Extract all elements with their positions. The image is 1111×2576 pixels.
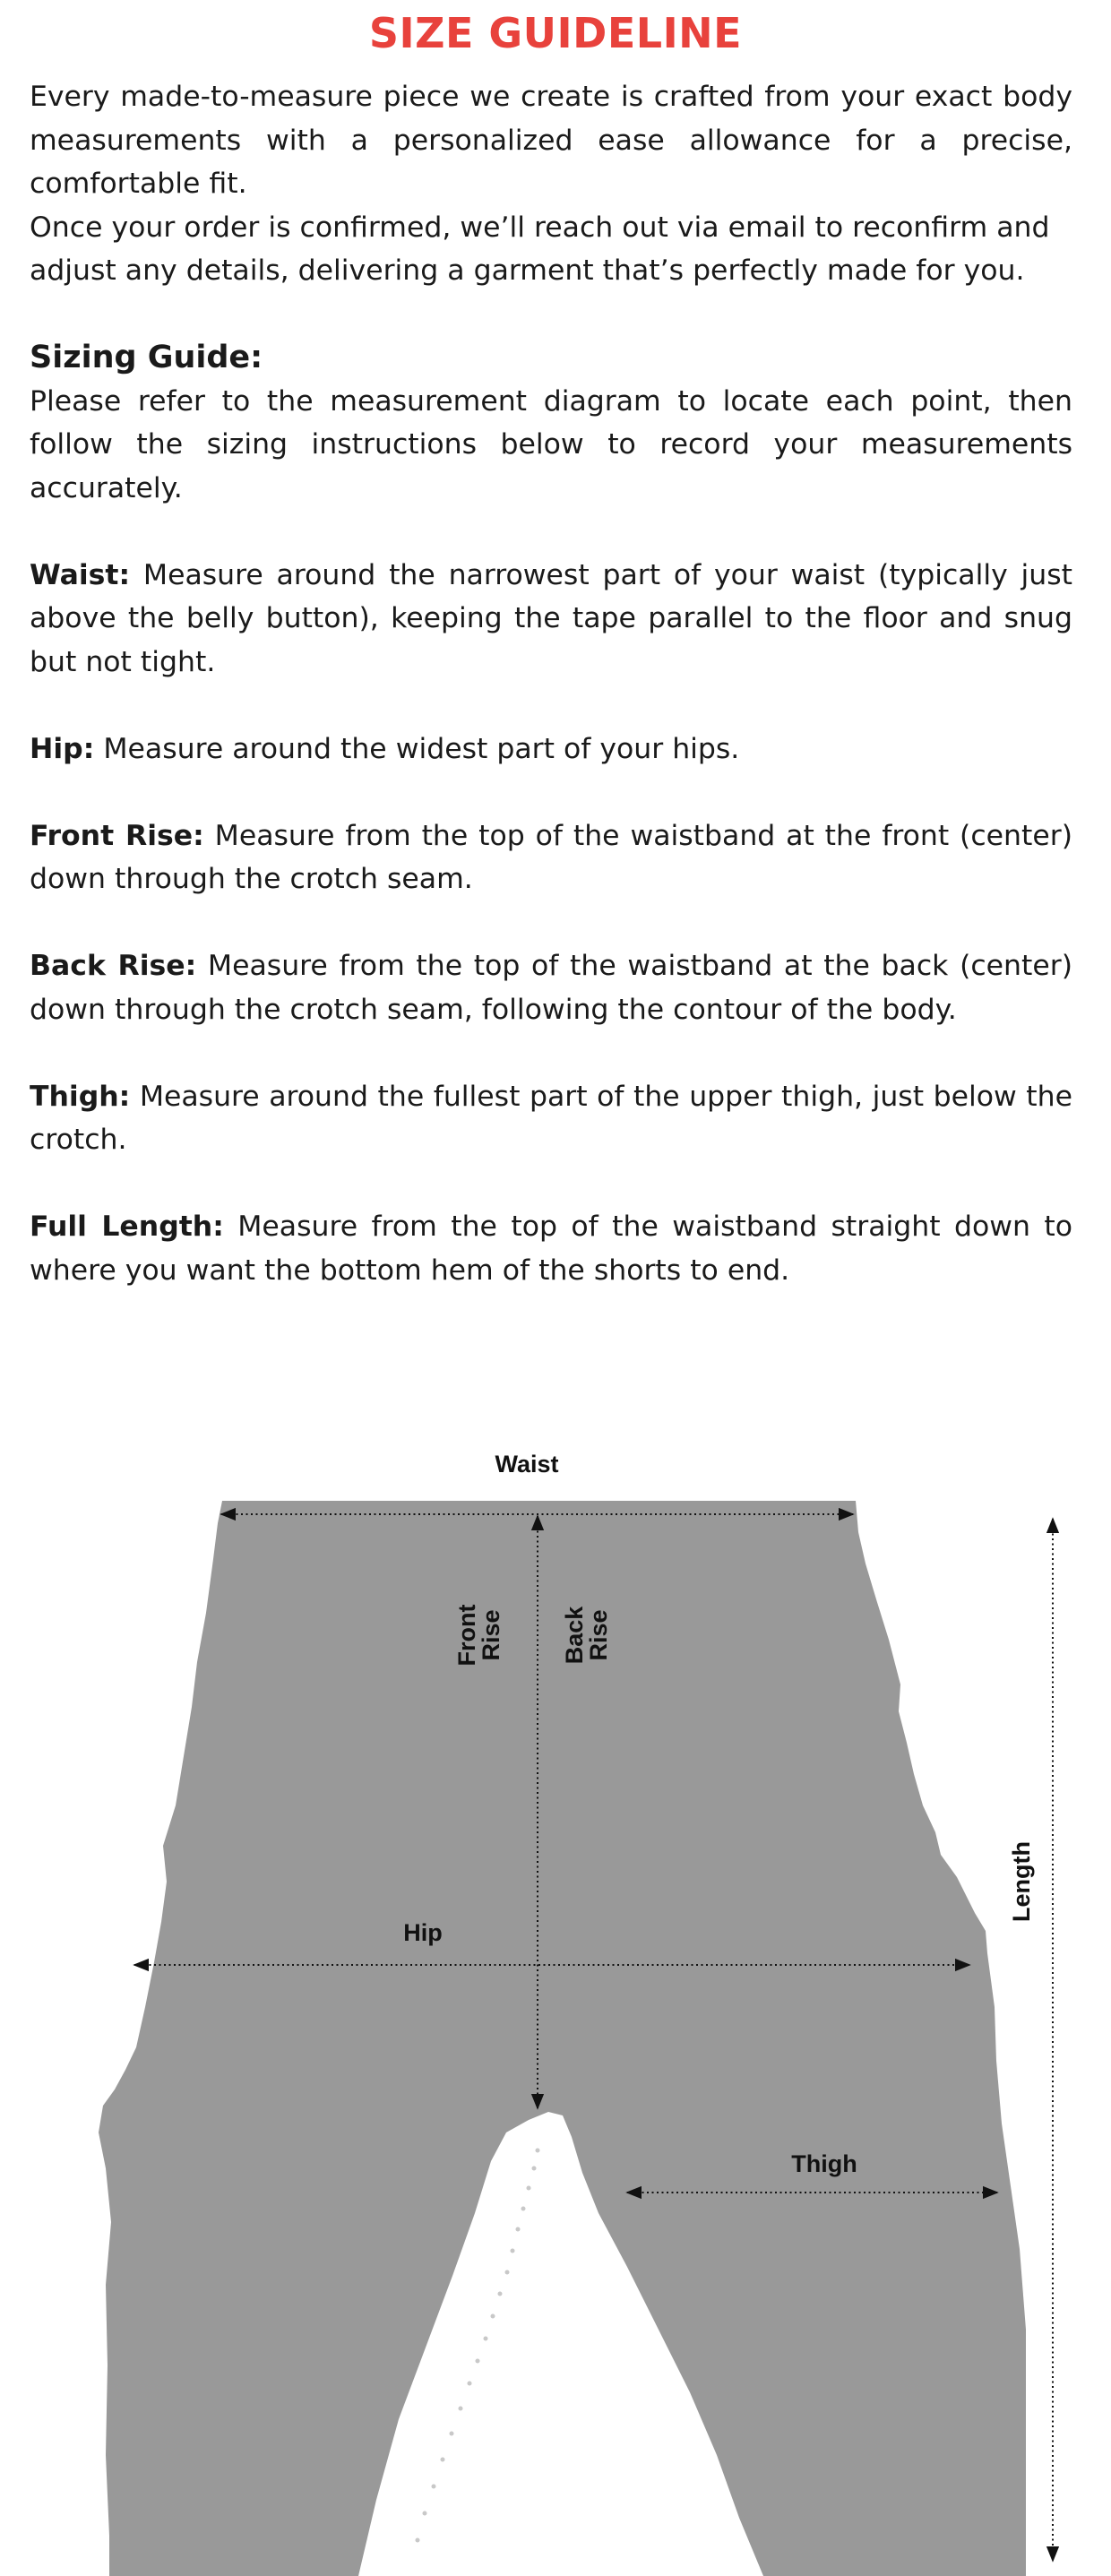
spacer bbox=[30, 293, 1072, 337]
front-rise-label-line2: Rise bbox=[478, 1609, 504, 1661]
measurement-text: Measure from the top of the waistband straight down to where you want the bottom hem of the shorts to end. bbox=[30, 1210, 1073, 1287]
hip-label: Hip bbox=[403, 1919, 443, 1946]
waist-label: Waist bbox=[495, 1451, 559, 1478]
intro-paragraph-2: Once your order is confirmed, we’ll reach out via email to reconfirm and adjust any details, delivering a garment that’s perfectly made for you. bbox=[30, 211, 1050, 287]
spacer bbox=[30, 510, 1072, 554]
front-rise-label-line1: Front bbox=[453, 1604, 480, 1667]
measurement-text: Measure around the fullest part of the upper thigh, just below the crotch. bbox=[30, 1080, 1072, 1156]
measurement-text: Measure from the top of the waistband at the back (center) down through the crotch seam, following the contour of the body. bbox=[30, 950, 1072, 1026]
measurement-label: Full Length: bbox=[30, 1210, 224, 1243]
measurement-hip bbox=[30, 728, 1072, 771]
thigh-label: Thigh bbox=[791, 2150, 857, 2177]
sizing-guide-text: Please refer to the measurement diagram to locate each point, then follow the sizing instructions below to record your measurements accurately. bbox=[30, 384, 1072, 504]
measurement-text: Measure from the top of the waistband at the front (center) down through the crotch seam. bbox=[30, 819, 1072, 895]
page-title: SIZE GUIDELINE bbox=[368, 9, 743, 57]
measurement-full-length bbox=[30, 1205, 1072, 1292]
measurement-label: Waist: bbox=[30, 558, 131, 591]
length-label: Length bbox=[1008, 1841, 1035, 1922]
guide-text bbox=[30, 75, 1072, 1292]
measurement-label: Back Rise: bbox=[30, 950, 197, 982]
back-rise-label-line2: Rise bbox=[585, 1609, 612, 1661]
measurement-thigh bbox=[30, 1075, 1072, 1162]
back-rise-label-line1: Back bbox=[561, 1606, 588, 1665]
measurement-diagram bbox=[0, 1380, 1111, 2576]
spacer bbox=[30, 1031, 1072, 1075]
measurement-waist bbox=[30, 554, 1072, 685]
spacer bbox=[30, 684, 1072, 728]
measurement-label: Hip: bbox=[30, 732, 95, 765]
spacer bbox=[30, 1162, 1072, 1206]
measurement-text: Measure around the narrowest part of your waist (typically just above the belly button), keeping the tape parallel to the floor and snug but not tight. bbox=[30, 558, 1072, 678]
intro-paragraph-1: Every made-to-measure piece we create is crafted from your exact body measurements with a personalized ease allowance for a precise, comfortable fit. bbox=[30, 81, 1072, 200]
sizing-guide-heading: Sizing Guide: bbox=[30, 340, 263, 375]
measurement-back-rise bbox=[30, 944, 1072, 1031]
spacer bbox=[30, 771, 1072, 814]
measurement-text: Measure around the widest part of your hips. bbox=[103, 732, 740, 765]
measurement-label: Front Rise: bbox=[30, 819, 204, 852]
measurement-front-rise bbox=[30, 814, 1072, 901]
spacer bbox=[30, 901, 1072, 945]
measurement-label: Thigh: bbox=[30, 1080, 131, 1113]
diagram-svg bbox=[0, 1380, 1111, 2576]
